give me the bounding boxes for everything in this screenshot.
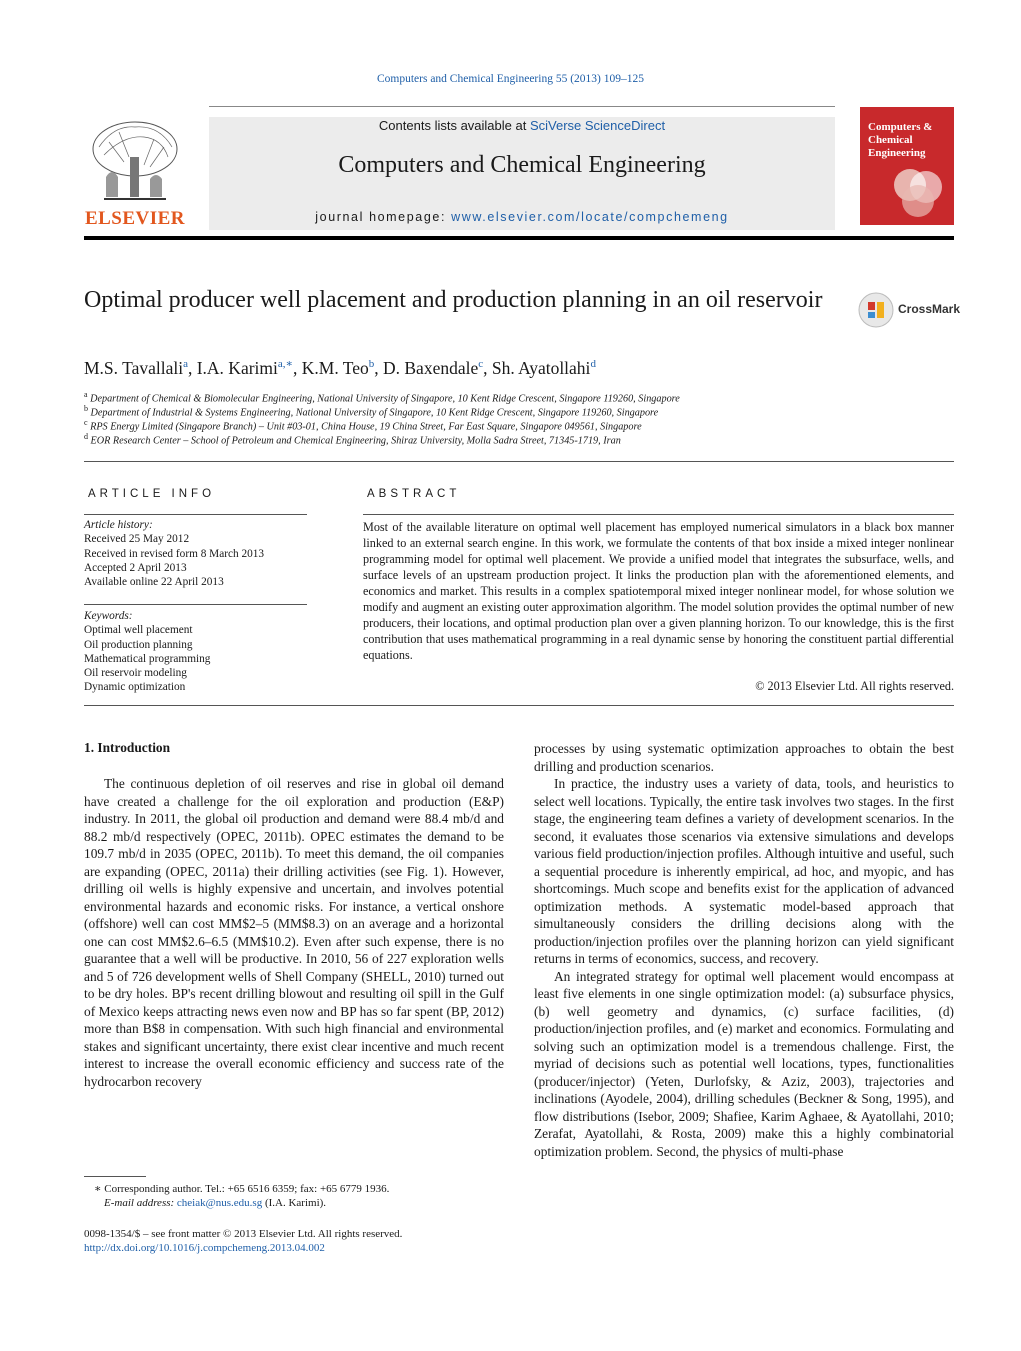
article-title: Optimal producer well placement and production planning in an oil reservoir (84, 287, 823, 313)
affiliation (84, 390, 680, 404)
crossmark-icon (858, 292, 894, 328)
journal-title: Computers and Chemical Engineering (338, 152, 706, 178)
intro-paragraph: In practice, the industry uses a variety of data, tools, and heuristics to select well locations. Typically, the entire task involves two stages. In the first stage, the engineering team defines a variety of development scenarios. In the second, it evaluates those scenarios via extensive simulations and develops various field production/injection profiles. Although intuitive and useful, such a sequential procedure is inherently empirical, ad hoc, and myopic, and has shortcomings. Much scope and benefits exist for the application of advanced optimization methods. A systematic model-based approach that simultaneously considers the drilling decisions along with the production/injection profiles over the planning horizon can yield significant returns in terms of economics, success, and recovery. (534, 776, 954, 966)
intro-right-column (534, 740, 954, 1160)
corresponding-author-note: ∗ Corresponding author. Tel.: +65 6516 6359; fax: +65 6779 1936. (94, 1183, 390, 1195)
affiliation-text: EOR Research Center – School of Petroleum and Chemical Engineering, Shiraz University, Molla Sadra Street, 71345-1719, Iran (90, 435, 621, 447)
affiliation-key: d (84, 432, 88, 441)
affiliation-key: b (84, 404, 88, 413)
footnote-rule (84, 1176, 146, 1177)
intro-paragraph: processes by using systematic optimization approaches to obtain the best drilling and production scenarios. (534, 741, 954, 774)
history-item: Received 25 May 2012 (84, 533, 190, 546)
abstract-heading: ABSTRACT (367, 488, 461, 500)
affiliation (84, 418, 642, 432)
author-name: M.S. Tavallali (84, 357, 184, 378)
keyword-item: Mathematical programming (84, 652, 211, 665)
article-info-rule (84, 514, 307, 515)
abstract-text: Most of the available literature on optimal well placement has employed numerical simulators in a black box manner linked to an external search engine. In this work, we formulate the contents of that box inside a mixed integer nonlinear programming model for optimal well placement. We provide a unified model that integrates the subsurface, wells, and surface levels of an upstream production project. It links the production plan with the aforementioned elements, and economics and market. This results in a complex spatiotemporal mixed integer nonlinear model, for whose solution we modify and augment an existing outer approximation algorithm. The model solution provides the optimal number of new producers, their locations, and optimal production plan over a given planning horizon. To our knowledge, this is the first contribution that uses mathematical programming in a real dynamic sense by honoring the constituent partial differential equations. (363, 520, 954, 662)
affiliation (84, 432, 621, 446)
journal-cover (860, 107, 954, 225)
email-suffix: (I.A. Karimi). (262, 1197, 327, 1209)
doi-link[interactable]: http://dx.doi.org/10.1016/j.compchemeng.2013.04.002 (84, 1242, 325, 1254)
author-affil-mark[interactable]: d (590, 358, 596, 370)
elsevier-tree-icon (84, 117, 186, 207)
author-affil-mark[interactable]: c (478, 358, 484, 370)
email-note (104, 1196, 326, 1210)
crossmark-badge[interactable] (858, 292, 961, 328)
header-top-rule (209, 106, 835, 107)
cover-diagram-icon (890, 165, 946, 219)
keywords (84, 609, 314, 695)
issn-line: 0098-1354/$ – see front matter © 2013 Elsevier Ltd. All rights reserved. (84, 1228, 403, 1240)
keyword-item: Oil reservoir modeling (84, 667, 187, 680)
affiliation-text: RPS Energy Limited (Singapore Branch) – Unit #03-01, China House, 19 China Street, Far East Square, Singapore 049561, Singapore (90, 421, 642, 433)
sciencedirect-link[interactable]: SciVerse ScienceDirect (529, 118, 666, 133)
author-affil-mark[interactable]: b (368, 358, 375, 370)
history-item: Received in revised form 8 March 2013 (84, 547, 265, 560)
affiliation-key: a (84, 390, 88, 399)
crossmark-label: CrossMark (898, 302, 961, 316)
journal-homepage (209, 210, 835, 224)
author-affil-mark[interactable]: a (183, 358, 188, 370)
author-affil-mark[interactable]: a,∗ (277, 358, 293, 370)
article-history (84, 518, 314, 589)
intro-paragraph: The continuous depletion of oil reserves and rise in global oil demand have created a challenge for the oil exploration and production (E&P) industry. In 2011, the global oil production and demand were 88.4 mb/d and 88.2 mb/d respectively (OPEC, 2011b). OPEC estimates the demand to be 109.7 mb/d in 2035 (OPEC, 2011b). To meet this demand, the oil companies are expanding (OPEC, 2011a) their drilling activities (see Fig. 1). However, drilling oil wells is highly expensive and uncertain, and involves potential environmental hazards and economic risks. For instance, a vertical onshore (offshore) well can cost MM$2–5 (MM$8.3) on an average and a horizontal one can cost MM$2.6–6.5 (MM$10.2). Even after such expense, there is no guarantee that a well will be productive. In 2010, 56 of 227 exploration wells and 5 of 726 development wells of Shell Company (SHELL, 2010) turned out to be dry holes. BP's recent drilling blowout and resulting oil spill in the Gulf of Mexico keeps attracting news even now and BP has so far spent (BP, 2012) more than B$8 in compensation. With such high financial and environmental stakes and significant uncertainty, there exist clear incentive and much recent interest to increase the overall economic efficiency and success rate of the hydrocarbon recovery (84, 776, 504, 1089)
history-label: Article history: (84, 519, 153, 531)
homepage-prefix: journal homepage: (315, 210, 452, 224)
cover-title: Computers & Chemical Engineering (868, 121, 933, 159)
copyright-notice: © 2013 Elsevier Ltd. All rights reserved. (755, 679, 954, 693)
header-bottom-rule (84, 236, 954, 240)
history-item: Available online 22 April 2013 (84, 576, 224, 589)
keywords-label: Keywords: (84, 610, 133, 622)
affiliation-key: c (84, 418, 88, 427)
email-link[interactable]: cheiak@nus.edu.sg (176, 1197, 263, 1209)
history-item: Accepted 2 April 2013 (84, 561, 187, 574)
affiliation (84, 404, 658, 418)
journal-citation[interactable]: Computers and Chemical Engineering 55 (2013) 109–125 (376, 73, 644, 85)
abstract-bottom-rule (84, 705, 954, 706)
publisher-logo-text: ELSEVIER (84, 208, 186, 229)
homepage-link[interactable]: www.elsevier.com/locate/compchemeng (451, 210, 729, 224)
article-info-heading: ARTICLE INFO (88, 488, 216, 500)
author-list: M.S. Tavallali$^a$, I.A. Karimi$^{a,∗}$, K.M. Teo$^b$, D. Baxendale$^c$, Sh. Ayatollahi$^d$ (84, 357, 596, 378)
intro-left-column (84, 775, 504, 1090)
intro-paragraph: An integrated strategy for optimal well placement would encompass at least five elements in one single optimization model: (a) subsurface physics, (b) well geometry and dynamics, (c) surface facilities, (d) production/injection profiles, and (e) market and economics. Formulating and solving such an optimization model is a tremendous challenge. First, the myriad of decisions such as potential well locations, types, functionalities (producer/injector) (Yeten, Durlofsky, & Aziz, 2003), trajectories and inclinations (Ayodele, 2004), drilling schedules (Beckner & Song, 1995), and flow distributions (Isebor, 2009; Shafiee, Karim Aghaee, & Ayatollahi, 2010; Zerafat, Ayatollahi, & Rosta, 2009) make this a highly combinatorial optimization problem. Second, the physics of multi-phase (534, 968, 954, 1159)
author-name: K.M. Teo (301, 357, 369, 378)
keyword-item: Dynamic optimization (84, 681, 186, 694)
contents-line (209, 118, 835, 133)
author-name: D. Baxendale (383, 357, 479, 378)
abstract-rule (363, 514, 954, 515)
contents-prefix: Contents lists available at (378, 118, 530, 133)
affiliation-rule (84, 461, 954, 462)
keyword-item: Optimal well placement (84, 624, 193, 637)
keyword-item: Oil production planning (84, 638, 193, 651)
author-name: Sh. Ayatollahi (491, 357, 591, 378)
keywords-rule (84, 604, 307, 605)
email-label: E-mail address: (104, 1197, 177, 1209)
author-name: I.A. Karimi (196, 357, 278, 378)
affiliation-text: Department of Industrial & Systems Engineering, National University of Singapore, 10 Kent Ridge Crescent, Singapore 119260, Singapore (90, 407, 659, 419)
affiliation-text: Department of Chemical & Biomolecular Engineering, National University of Singapore, 10 Kent Ridge Crescent, Singapore 119260, Singapore (90, 393, 680, 405)
section-heading-introduction: 1. Introduction (84, 740, 171, 755)
